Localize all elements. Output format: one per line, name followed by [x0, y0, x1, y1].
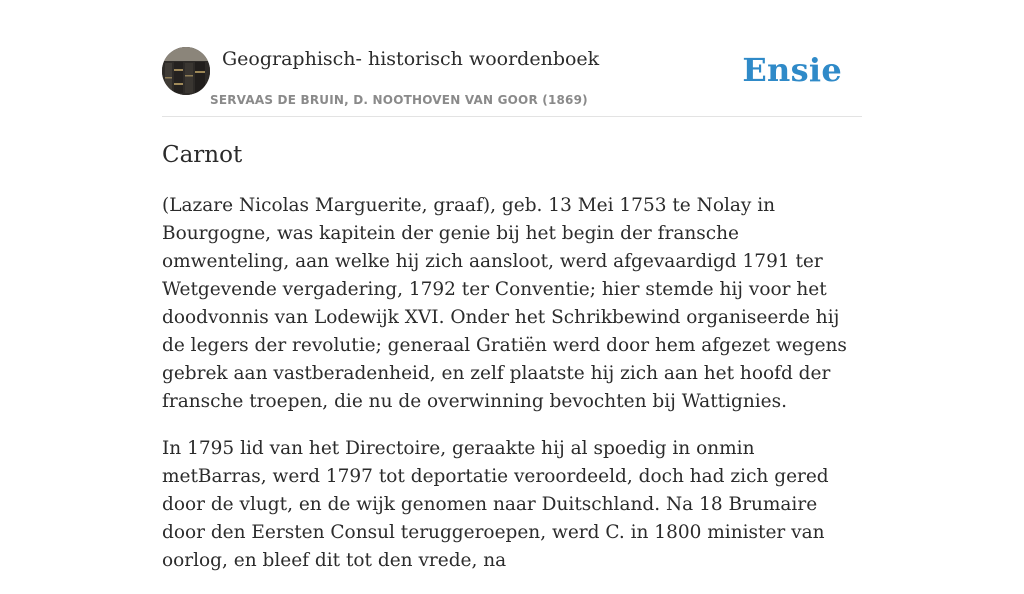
- page: [162, 0, 862, 571]
- entry-body: [162, 192, 862, 594]
- book-author: SERVAAS DE BRUIN, D. NOOTHOVEN VAN GOOR (1869): [210, 93, 588, 107]
- book-header: [162, 46, 862, 117]
- book-spines-icon: [162, 47, 210, 95]
- book-title[interactable]: Geographisch- historisch woordenboek: [222, 48, 600, 70]
- entry-paragraph: In 1795 lid van het Directoire, geraakte hij al spoedig in onmin metBarras, werd 1797 tot deportatie veroordeeld, doch had zich gered door de vlugt, en de wijk genomen naar Duitschland. Na 18 Brumaire door den Eersten Consul teruggeroepen, werd C. in 1800 minister van oorlog, en bleef dit tot den vrede, na: [162, 438, 829, 571]
- entry-paragraph: (Lazare Nicolas Marguerite, graaf), geb. 13 Mei 1753 te Nolay in Bourgogne, was kapitein der genie bij het begin der fransche omwenteling, aan welke hij zich aansloot, werd afgevaardigd 1791 ter Wetgevende vergadering, 1792 ter Conventie; hier stemde hij voor het doodvonnis van Lodewijk XVI. Onder het Schrikbewind organiseerde hij de legers der revolutie; generaal Gratiën werd door hem afgezet wegens gebrek aan vastberadenheid, en zelf plaatste hij zich aan het hoofd der fransche troepen, die nu de overwinning bevochten bij Wattignies.: [162, 195, 847, 412]
- entry-title: Carnot: [162, 142, 243, 168]
- ensie-logo[interactable]: Ensie: [742, 51, 842, 89]
- book-cover-avatar[interactable]: [162, 47, 210, 95]
